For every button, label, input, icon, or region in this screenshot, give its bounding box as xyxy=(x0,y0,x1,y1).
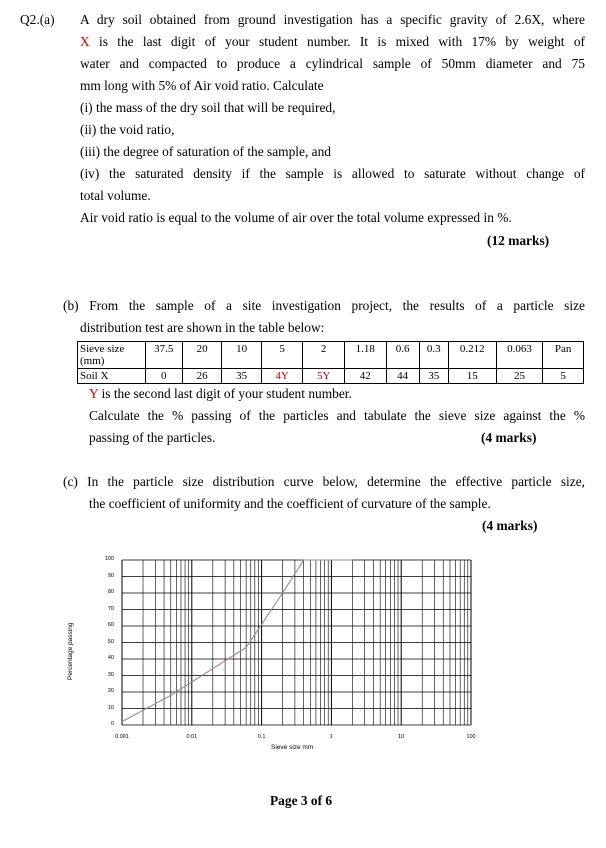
y-tick-label: 100 xyxy=(104,556,114,562)
part-b-marks: (4 marks) xyxy=(481,430,537,445)
sieve-size-cell: 0.3 xyxy=(419,342,448,369)
mass-cell: 25 xyxy=(496,369,543,384)
sieve-size-cell: 37.5 xyxy=(145,342,182,369)
part-a-item-i: (i) the mass of the dry soil that will be required, xyxy=(80,100,336,115)
variable-y: Y xyxy=(89,386,99,401)
mass-cell: 5 xyxy=(543,369,584,384)
part-c-line-2: the coefficient of uniformity and the coefficient of curvature of the sample. xyxy=(89,496,491,511)
mass-cell: 15 xyxy=(448,369,496,384)
y-tick-label: 30 xyxy=(107,671,114,678)
x-tick-label: 10 xyxy=(398,734,405,740)
sieve-size-cell: 0.212 xyxy=(448,342,496,369)
y-tick-label: 90 xyxy=(107,572,114,579)
sieve-size-cell: 2 xyxy=(303,342,345,369)
page-number: Page 3 of 6 xyxy=(270,793,333,808)
x-tick-label: 1 xyxy=(329,734,333,740)
sieve-size-cell: Pan xyxy=(543,342,584,369)
y-tick-label: 80 xyxy=(107,589,114,595)
x-axis-label: Sieve size mm xyxy=(271,744,314,751)
y-tick-label: 20 xyxy=(107,688,114,694)
part-c-line-1: (c) In the particle size distribution curve below, determine the effective particle size, xyxy=(63,474,585,489)
grading-curve xyxy=(122,560,352,722)
part-a-marks: (12 marks) xyxy=(487,233,550,248)
sieve-size-cell: 20 xyxy=(182,342,221,369)
soil-row-header: Soil X xyxy=(78,369,146,384)
sieve-size-cell: 0.063 xyxy=(496,342,543,369)
mass-cell: 35 xyxy=(419,369,448,384)
part-c-marks: (4 marks) xyxy=(482,518,538,533)
sieve-size-cell: 1.18 xyxy=(344,342,386,369)
part-a-item-iv-cont: total volume. xyxy=(80,188,151,203)
sieve-size-cell: 0.6 xyxy=(386,342,419,369)
part-b-note-text: is the second last digit of your student number. xyxy=(98,386,352,401)
part-a-line-2-text: is the last digit of your student number. It is mixed with 17% by weight of xyxy=(89,34,585,49)
part-b-calc-line-1: Calculate the % passing of the particles and tabulate the sieve size against the % xyxy=(89,408,585,423)
y-tick-label: 0 xyxy=(110,721,114,727)
mass-cell: 26 xyxy=(182,369,221,384)
x-tick-label: 0.1 xyxy=(257,734,266,740)
part-b-line-1: (b) From the sample of a site investigation project, the results of a particle size xyxy=(63,298,585,313)
part-b-calc-line-2: passing of the particles. xyxy=(89,430,216,445)
x-tick-label: 0.001 xyxy=(115,734,129,740)
y-tick-label: 70 xyxy=(107,605,114,612)
chart-grid xyxy=(122,560,471,725)
part-b-line-2: distribution test are shown in the table below: xyxy=(80,320,325,335)
mass-cell: 44 xyxy=(386,369,419,384)
question-label: Q2.(a) xyxy=(20,12,55,27)
part-a-line-3: water and compacted to produce a cylindrical sample of 50mm diameter and 75 xyxy=(80,56,585,71)
sieve-size-header: Sieve size (mm) xyxy=(78,342,146,369)
mass-cell: 0 xyxy=(145,369,182,384)
mass-cell-variable: 5Y xyxy=(303,369,345,384)
part-a-item-iv: (iv) the saturated density if the sample is allowed to saturate without change of xyxy=(80,166,585,181)
sieve-size-cell: 5 xyxy=(261,342,303,369)
mass-cell: 42 xyxy=(344,369,386,384)
mass-cell-variable: 4Y xyxy=(261,369,303,384)
mass-cell: 35 xyxy=(222,369,261,384)
part-a-item-ii: (ii) the void ratio, xyxy=(80,122,175,137)
part-a-item-iii: (iii) the degree of saturation of the sample, and xyxy=(80,144,331,159)
y-tick-label: 60 xyxy=(107,622,114,628)
part-a-note: Air void ratio is equal to the volume of air over the total volume expressed in %. xyxy=(80,210,512,225)
part-a-line-1: A dry soil obtained from ground investigation has a specific gravity of 2.6X, where xyxy=(80,12,585,27)
y-axis-label: Percentage passing xyxy=(67,622,74,680)
sieve-size-cell: 10 xyxy=(222,342,261,369)
variable-x: X xyxy=(80,34,90,49)
y-tick-label: 50 xyxy=(107,638,114,645)
y-tick-label: 40 xyxy=(107,655,114,661)
part-a-line-4: mm long with 5% of Air void ratio. Calculate xyxy=(80,78,324,93)
x-tick-label: 0.01 xyxy=(186,734,198,740)
y-tick-label: 10 xyxy=(107,704,114,711)
x-tick-label: 100 xyxy=(466,734,476,740)
